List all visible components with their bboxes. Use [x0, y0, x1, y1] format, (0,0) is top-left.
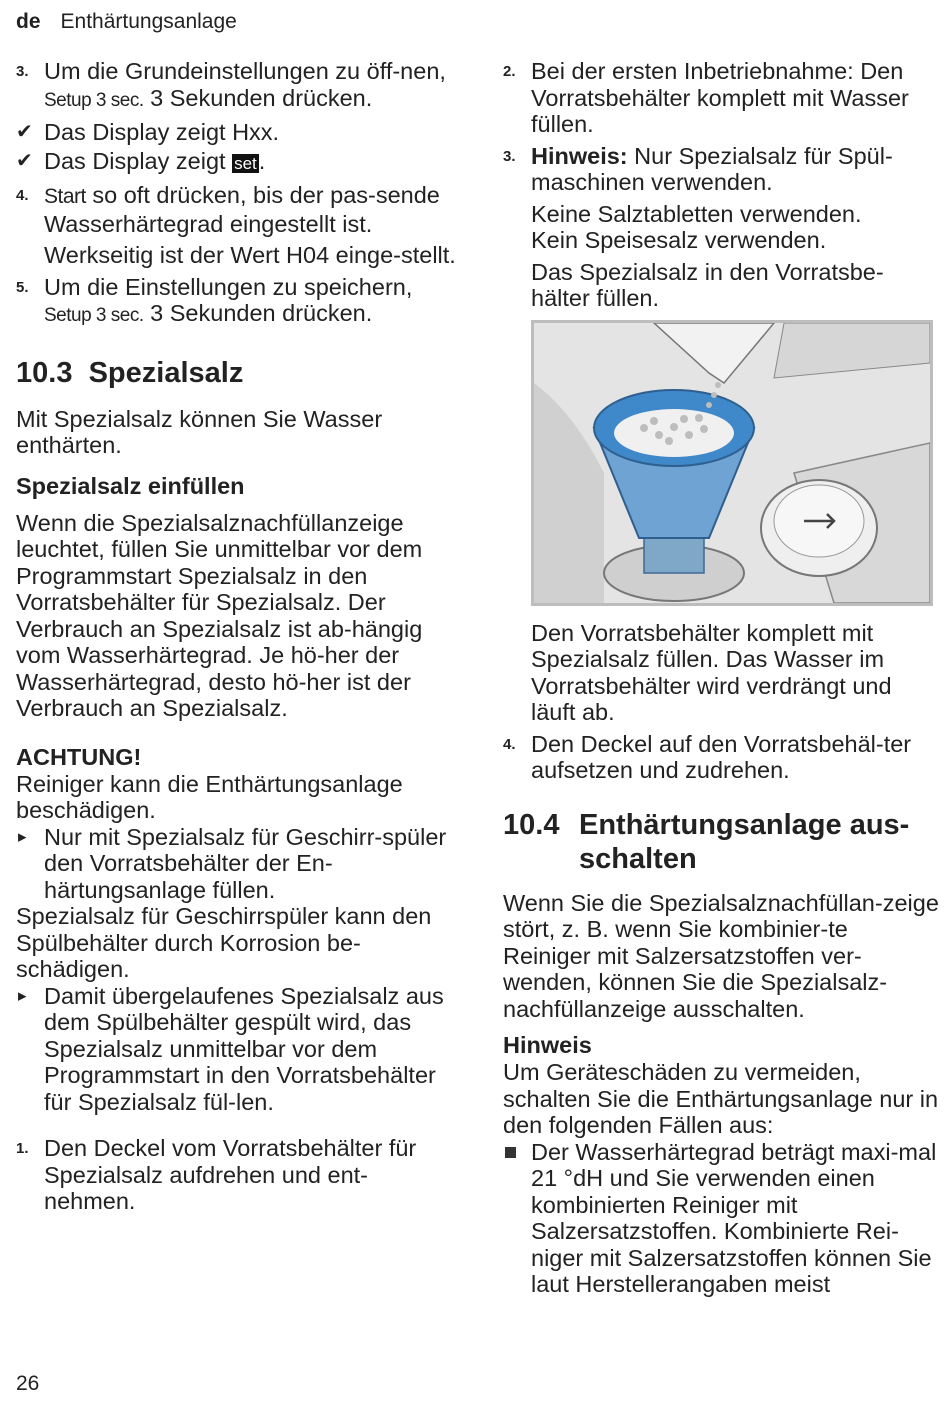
section-intro: Mit Spezialsalz können Sie Wasser enthärten. [16, 405, 383, 458]
warning-title: ACHTUNG! [16, 743, 142, 770]
page-number: 26 [16, 1372, 40, 1395]
section-heading [16, 356, 456, 390]
step-4-note: Werkseitig ist der Wert H04 einge-stellt. [44, 242, 456, 268]
warning-action: ▸ Damit übergelaufenes Spezialsalz aus dem Spülbehälter gespült wird, das Spezialsalz unmittelbar vor dem Programmstart in den Vorratsbehälter für Spezialsalz fül-len. [18, 982, 444, 1115]
start-button-label: Start [44, 185, 86, 208]
right-column [503, 58, 941, 1298]
step-4: 4. Start so oft drücken, bis der pas-sende Wasserhärtegrad eingestellt ist. [16, 182, 440, 237]
step-3: 3. Um die Grundeinstellungen zu öff-nen, Setup 3 sec. 3 Sekunden drücken. [16, 58, 446, 111]
warning-action: ▸ Nur mit Spezialsalz für Geschirr-spüler den Vorratsbehälter der En-härtungsanlage füllen. [18, 823, 447, 903]
triangle-right-icon: ▸ [18, 985, 27, 1005]
setup-button-label: Setup 3 sec. [44, 305, 144, 326]
warning-text: Spezialsalz für Geschirrspüler kann den Spülbehälter durch Korrosion be-schädigen. [16, 903, 432, 982]
checkmark-icon: ✔ [16, 150, 33, 172]
step-3-line: Kein Speisesalz verwenden. [531, 227, 827, 253]
section-title: Enthärtungsanlage aus- schalten [579, 808, 910, 875]
note-text: Um Geräteschäden zu vermeiden, schalten Sie die Enthärtungsanlage nur in den folgenden Fällen aus: [503, 1059, 939, 1138]
checkmark-icon: ✔ [16, 121, 33, 143]
step-1: 1. Den Deckel vom Vorratsbehälter für Spezialsalz aufdrehen und ent-nehmen. [16, 1135, 417, 1214]
square-bullet-icon [505, 1147, 516, 1158]
section-number: 10.4 [503, 808, 560, 841]
section-number: 10.3 [16, 356, 73, 389]
step-3-line: Keine Salztabletten verwenden. [531, 200, 862, 227]
subsection-title: Spezialsalz einfüllen [16, 472, 245, 499]
step-3-line: Das Spezialsalz in den Vorratsbe-hälter füllen. [531, 258, 884, 311]
step-3-result: Den Vorratsbehälter komplett mit Spezialsalz füllen. Das Wasser im Vorratsbehälter wird verdrängt und läuft ab. [531, 619, 892, 725]
salt-filling-illustration [531, 320, 933, 606]
section-title: Spezialsalz [88, 356, 244, 389]
result-item: ✔ Das Display zeigt Hxx. [16, 119, 280, 145]
hint-label: Hinweis: [531, 142, 628, 169]
language-code: de [16, 10, 41, 33]
warning-block [16, 744, 456, 1116]
setup-button-label: Setup 3 sec. [44, 89, 144, 111]
note-bullet: Der Wasserhärtegrad beträgt maxi-mal 21 °dH und Sie verwenden einen kombinierten Reiniger mit Salzersatzstoffen. Kombinierte Rei-niger mit Salzersatzstoffen können Sie laut Herstellerangaben meist [503, 1139, 941, 1298]
result-item: ✔ Das Display zeigt set. [16, 148, 266, 174]
step-3: 3. Hinweis: Nur Spezialsalz für Spül-maschinen verwenden. [503, 142, 893, 195]
left-column [16, 58, 456, 1220]
triangle-right-icon: ▸ [18, 826, 27, 846]
section-heading [503, 808, 941, 876]
subsection-text: Wenn die Spezialsalznachfüllanzeige leuchtet, füllen Sie unmittelbar vor dem Programmstart Spezialsalz in den Vorratsbehälter für Spezialsalz. Der Verbrauch an Spezialsalz ist ab-hängig vom Wasserhärtegrad. Je hö-her der Wasserhärtegrad, desto hö-her ist der Verbrauch an Spezialsalz. [16, 509, 423, 721]
section-text: Wenn Sie die Spezialsalznachfüllan-zeige stört, z. B. wenn Sie kombinier-te Reiniger mit Salzersatzstoffen ver-wenden, können Sie die Spezialsalz-nachfüllanzeige ausschalten. [503, 889, 939, 1022]
header-title: Enthärtungsanlage [60, 10, 237, 33]
display-badge: set [234, 154, 257, 173]
funnel-illustration [534, 323, 930, 603]
step-5: 5. Um die Einstellungen zu speichern, Setup 3 sec. 3 Sekunden drücken. [16, 273, 413, 326]
page-header [16, 10, 237, 34]
step-2: 2. Bei der ersten Inbetriebnahme: Den Vorratsbehälter komplett mit Wasser füllen. [503, 58, 909, 137]
step-4: 4. Den Deckel auf den Vorratsbehäl-ter aufsetzen und zudrehen. [503, 730, 912, 783]
note-title: Hinweis [503, 1032, 592, 1058]
warning-text: Reiniger kann die Enthärtungsanlage beschädigen. [16, 770, 403, 823]
